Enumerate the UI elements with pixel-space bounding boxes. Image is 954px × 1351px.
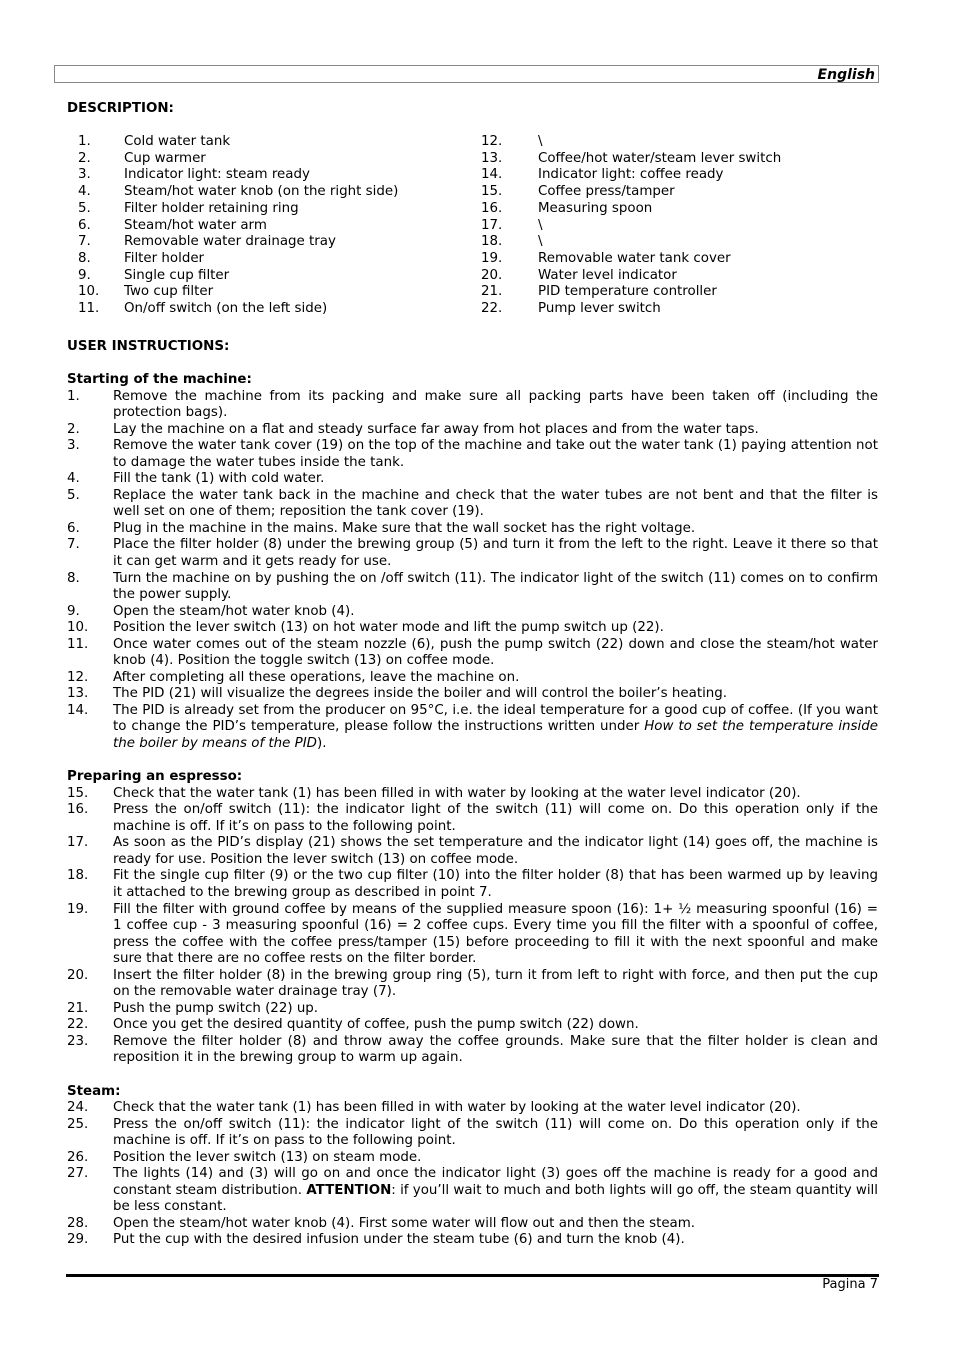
legend-item [67,251,398,268]
legend-item-label: Cup warmer [124,150,206,166]
instruction-step [67,802,878,835]
step-number: 24. [67,1100,89,1116]
step-text [113,1216,878,1233]
instruction-step [67,1216,878,1233]
step-text [113,620,878,637]
instruction-step [67,868,878,901]
legend-item-label: Measuring spoon [538,200,653,216]
step-text [113,670,878,687]
step-number: 22. [67,1017,89,1033]
legend-item-number: 8. [78,250,91,266]
step-text-main: Replace the water tank back in the machine and check that the water tubes are not bent and that the filter is well set on one of them; reposition the tank cover (19). [113,487,878,520]
step-number: 1. [67,388,80,404]
step-text-main: Position the lever switch (13) on hot water mode and lift the pump switch up (22). [113,620,664,636]
instruction-step [67,968,878,1001]
instruction-step [67,438,878,471]
legend-item [67,218,398,235]
instruction-step [67,1001,878,1018]
legend-item-number: 7. [78,234,91,250]
step-text-main: As soon as the PID’s display (21) shows the set temperature and the indicator light (14) goes off, the machine is ready for use. Position the lever switch (13) on coffee mode. [113,835,878,867]
legend-item-number: 20. [481,267,503,283]
legend-item-label: Cold water tank [124,134,231,149]
step-number: 11. [67,636,89,652]
instruction-step [67,637,878,670]
legend-item-label: \ [538,217,543,233]
step-text-main: Check that the water tank (1) has been filled in with water by looking at the water level indicator (20). [113,785,801,801]
step-number: 26. [67,1149,89,1165]
legend-item-number: 1. [78,134,91,149]
legend-item-number: 11. [78,301,100,317]
legend-item-number: 10. [78,284,100,300]
instruction-step [67,537,878,570]
legend-item [67,301,398,318]
legend-item-label: Removable water tank cover [538,250,731,266]
step-text-main: Check that the water tank (1) has been filled in with water by looking at the water level indicator (20). [113,1100,801,1116]
description-title: DESCRIPTION: [67,101,174,116]
step-text-main: The PID (21) will visualize the degrees inside the boiler and will control the boiler’s heating. [113,686,728,702]
page-number: Pagina 7 [822,1277,878,1292]
legend-item-number: 15. [481,184,503,200]
legend-item-label: Removable water drainage tray [124,234,336,250]
step-text [113,537,878,570]
step-number: 14. [67,702,89,718]
footer-divider [66,1274,879,1277]
step-text-tail: ). [317,736,327,752]
legend-item-number: 17. [481,217,503,233]
step-text-main: Push the pump switch (22) up. [113,1000,319,1016]
step-number: 10. [67,620,89,636]
instruction-step [67,703,878,753]
instruction-step [67,1232,878,1249]
step-number: 4. [67,471,80,487]
instruction-step [67,1017,878,1034]
step-text [113,835,878,868]
section-heading-starting: Starting of the machine: [67,372,252,387]
legend-item [481,201,781,218]
instruction-step [67,902,878,968]
step-number: 23. [67,1033,89,1049]
step-number: 15. [67,785,89,801]
legend-item [481,151,781,168]
step-number: 18. [67,868,89,884]
legend-item-label: \ [538,234,543,250]
step-text-tail: : if you’ll wait to much and both lights will go off, the steam quantity will be less constant. [113,1182,879,1215]
instructions-body [67,372,878,1249]
legend-item [481,251,781,268]
step-text [113,1034,878,1067]
step-text [113,438,878,471]
step-text-main: Insert the filter holder (8) in the brewing group ring (5), turn it from left to right with force, and then put the cup on the removable water drainage tray (7). [113,967,878,1000]
step-text [113,1017,878,1034]
step-text [113,1100,878,1117]
user-instructions-title: USER INSTRUCTIONS: [67,339,230,354]
legend-item [67,151,398,168]
legend-item-number: 21. [481,284,503,300]
legend-item-number: 18. [481,234,503,250]
legend-item-label: Two cup filter [124,284,214,300]
step-text [113,968,878,1001]
legend-item-number: 16. [481,200,503,216]
step-text [113,637,878,670]
step-text [113,1232,878,1249]
section-heading-espresso: Preparing an espresso: [67,769,243,785]
step-text [113,471,878,488]
step-number: 5. [67,487,80,503]
instruction-step [67,604,878,621]
step-text [113,1001,878,1018]
legend-item [481,301,781,318]
step-number: 8. [67,570,80,586]
step-text-main: After completing all these operations, leave the machine on. [113,669,520,685]
step-number: 6. [67,520,80,536]
legend-item-label: Indicator light: coffee ready [538,167,724,183]
instruction-step [67,786,878,803]
step-text [113,1117,878,1150]
step-text [113,868,878,901]
legend-item [481,284,781,301]
instruction-step [67,1150,878,1167]
legend-item-label: \ [538,134,543,149]
instruction-step [67,620,878,637]
step-text [113,786,878,803]
step-number: 19. [67,901,89,917]
legend-item-number: 14. [481,167,503,183]
step-text-main: Lay the machine on a flat and steady surface far away from hot places and from the water taps. [113,421,759,437]
step-number: 28. [67,1215,89,1231]
legend-item [481,134,781,151]
legend-item [481,167,781,184]
legend-item-number: 4. [78,184,91,200]
step-text [113,488,878,521]
legend-item-label: Steam/hot water arm [124,217,267,233]
step-text-main: Open the steam/hot water knob (4). [113,603,355,619]
legend-item-label: PID temperature controller [538,284,717,300]
step-number: 16. [67,802,89,818]
instruction-step [67,670,878,687]
step-text [113,571,878,604]
instruction-step [67,1166,878,1216]
instruction-step [67,571,878,604]
step-text-main: Turn the machine on by pushing the on /off switch (11). The indicator light of the switch (11) comes on to confirm the power supply. [113,570,878,603]
legend-item-number: 9. [78,267,91,283]
legend-item [481,218,781,235]
legend-item-number: 3. [78,167,91,183]
legend-item [67,201,398,218]
instruction-step [67,686,878,703]
instruction-step [67,521,878,538]
step-number: 21. [67,1000,89,1016]
step-text [113,902,878,968]
step-number: 25. [67,1116,89,1132]
step-text-main: Remove the machine from its packing and make sure all packing parts have been taken off (including the protection bags). [113,388,878,421]
legend-item-label: Coffee/hot water/steam lever switch [538,150,782,166]
instruction-step [67,1100,878,1117]
instruction-step [67,1034,878,1067]
step-text-main: The lights (14) and (3) will go on and once the indicator light (3) goes off the machine is ready for a good and constant steam distribution. [113,1166,878,1198]
step-number: 17. [67,835,89,851]
step-number: 20. [67,967,89,983]
legend-item [67,268,398,285]
step-text-main: Fill the filter with ground coffee by means of the supplied measure spoon (16): 1+ ½ measuring spoonful (16) = 1 coffee cup - 3 measuring spoonful (16) = 2 coffee cups. Every time you fill the filter with a spoonful of coffee, press the coffee with the coffee press/tamper (15) before proceeding to fill it with the next spoonful and make sure that there are no coffee rests on the filter border. [113,901,878,967]
legend-item [67,234,398,251]
step-number: 29. [67,1232,89,1248]
instruction-step [67,488,878,521]
legend-item-label: Steam/hot water knob (on the right side) [124,184,399,200]
step-number: 3. [67,438,80,454]
legend-item-label: Water level indicator [538,267,677,283]
step-text-main: Once water comes out of the steam nozzle (6), push the pump switch (22) down and close the steam/hot water knob (4). Position the toggle switch (13) on coffee mode. [113,636,878,669]
legend-item-number: 6. [78,217,91,233]
step-text-main: Fit the single cup filter (9) or the two cup filter (10) into the filter holder (8) that has been warmed up by leaving it attached to the brewing group as described in point 7. [113,868,878,900]
step-text-main: Once you get the desired quantity of coffee, push the pump switch (22) down. [113,1017,639,1033]
section-heading-steam: Steam: [67,1083,121,1099]
legend-item-number: 19. [481,250,503,266]
step-text [113,521,878,538]
step-text-italic: How to set the temperature inside the boiler by means of the PID [113,719,878,752]
description-left-list [67,134,398,318]
step-text-main: Position the lever switch (13) on steam mode. [113,1149,422,1165]
instruction-step [67,835,878,868]
legend-item [67,134,398,151]
instruction-step [67,1117,878,1150]
legend-item-number: 22. [481,301,503,317]
instruction-step [67,422,878,439]
step-text [113,1150,878,1167]
legend-item [481,268,781,285]
instruction-step [67,471,878,488]
step-text-main: Press the on/off switch (11): the indicator light of the switch (11) will come on. Do this operation only if the machine is off. If it’s on pass to the following point. [113,802,878,834]
legend-item-label: On/off switch (on the left side) [124,301,328,317]
step-text-main: Remove the filter holder (8) and throw away the coffee grounds. Make sure that the filter holder is clean and reposition it in the brewing group to warm up again. [113,1033,878,1066]
legend-item-number: 2. [78,150,91,166]
legend-item-number: 13. [481,150,503,166]
legend-item-label: Indicator light: steam ready [124,167,310,183]
step-text-main: Remove the water tank cover (19) on the top of the machine and take out the water tank (1) paying attention not to damage the water tubes inside the tank. [113,438,878,470]
step-text [113,604,878,621]
step-text-main: The PID is already set from the producer on 95°C, i.e. the ideal temperature for a good cup of coffee. (If you want to change the PID’s temperature, please follow the instructions written under [113,702,878,735]
legend-item [481,184,781,201]
step-text-main: Place the filter holder (8) under the brewing group (5) and turn it from the left to the right. Leave it there so that it can get warm and it gets ready for use. [113,537,878,570]
step-text-main: Put the cup with the desired infusion under the steam tube (6) and turn the knob (4). [113,1232,685,1248]
step-number: 7. [67,537,80,553]
legend-item [481,234,781,251]
legend-item [67,284,398,301]
instruction-step [67,389,878,422]
step-text [113,703,878,753]
legend-item-label: Filter holder [124,250,205,266]
legend-item-label: Coffee press/tamper [538,184,675,200]
step-text-main: Press the on/off switch (11): the indicator light of the switch (11) will come on. Do this operation only if the machine is off. If it’s on pass to the following point. [113,1116,878,1149]
step-number: 13. [67,686,89,702]
step-number: 9. [67,603,80,619]
step-text-main: Fill the tank (1) with cold water. [113,471,325,487]
description-right-list [481,134,781,318]
step-text [113,389,878,422]
legend-item-label: Filter holder retaining ring [124,200,299,216]
step-text [113,1166,878,1216]
step-number: 12. [67,669,89,685]
language-header-bar [54,65,879,83]
step-text [113,422,878,439]
legend-item-number: 12. [481,134,503,149]
step-number: 2. [67,421,80,437]
step-number: 27. [67,1166,89,1182]
legend-item [67,167,398,184]
legend-item [67,184,398,201]
step-text-main: Plug in the machine in the mains. Make sure that the wall socket has the right voltage. [113,520,696,536]
step-text [113,686,878,703]
step-text-bold: ATTENTION [306,1182,392,1198]
legend-item-label: Pump lever switch [538,301,661,317]
language-label: English [817,67,875,83]
step-text [113,802,878,835]
legend-item-number: 5. [78,200,91,216]
step-text-main: Open the steam/hot water knob (4). First some water will flow out and then the steam. [113,1215,696,1231]
legend-item-label: Single cup filter [124,267,230,283]
